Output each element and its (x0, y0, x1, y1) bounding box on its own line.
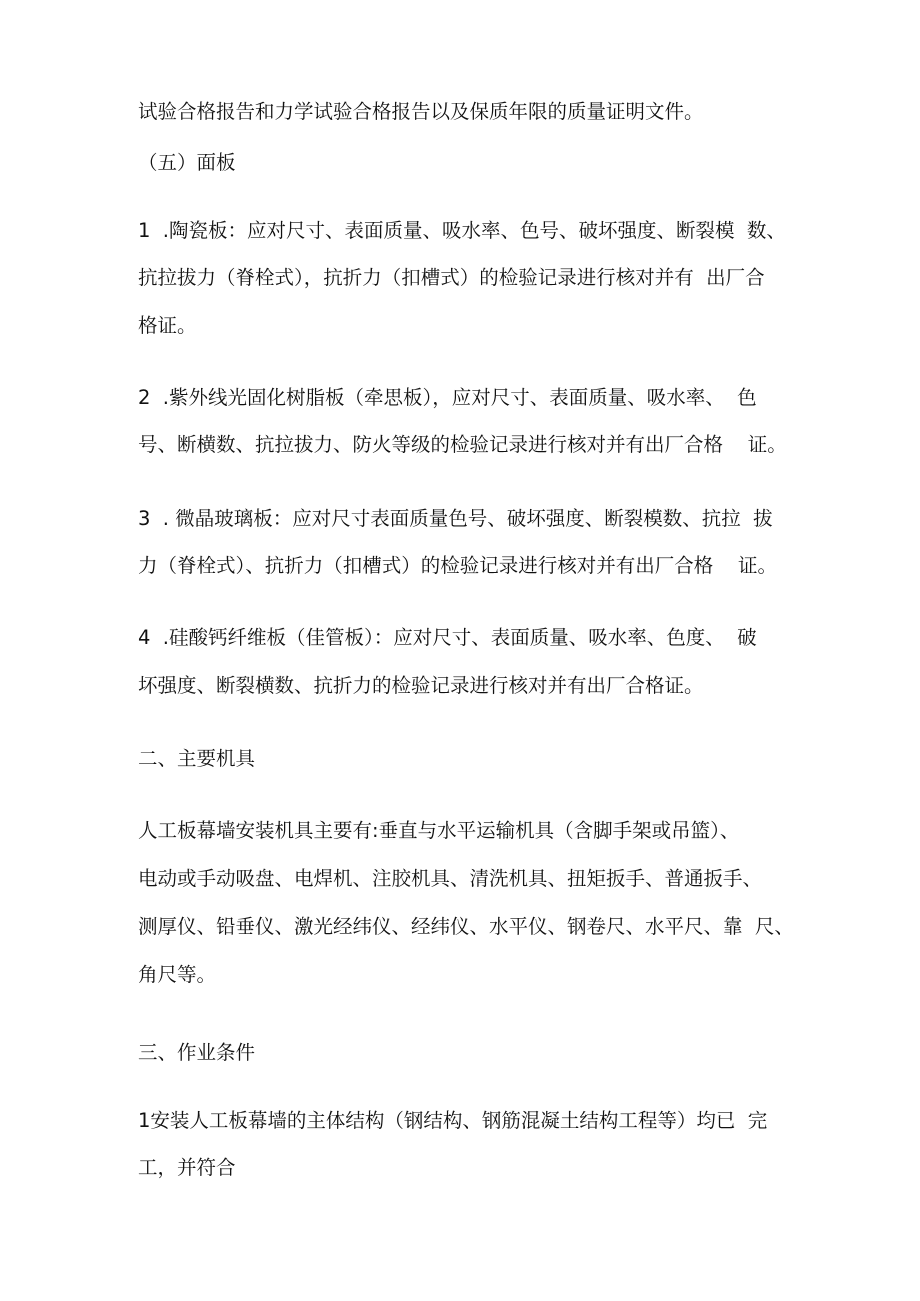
paragraph-line: 1 .陶瓷板：应对尺寸、表面质量、吸水率、色号、破坏强度、断裂模 数、 (138, 219, 786, 242)
paragraph-line: 工，并符合 (138, 1156, 236, 1179)
section-heading: （五）面板 (138, 151, 236, 174)
paragraph-line: 角尺等。 (138, 963, 217, 986)
paragraph-line: 坏强度、断裂横数、抗折力的检验记录进行核对并有出厂合格证。 (138, 674, 704, 697)
paragraph-line: 格证。 (138, 314, 197, 337)
paragraph-line: 3 . 微晶玻璃板：应对尺寸表面质量色号、破坏强度、断裂模数、抗拉 拔 (138, 507, 773, 530)
paragraph-line: 抗拉拔力（脊栓式），抗折力（扣槽式）的检验记录进行核对并有 出厂合 (138, 266, 765, 289)
paragraph-line: 电动或手动吸盘、电焊机、注胶机具、清洗机具、扭矩扳手、普通扳手、 (138, 867, 763, 890)
section-heading: 二、主要机具 (138, 747, 256, 770)
paragraph-line: 号、断横数、抗拉拔力、防火等级的检验记录进行核对并有出厂合格 证。 (138, 433, 787, 456)
paragraph-line: 1安装人工板幕墙的主体结构（钢结构、钢筋混凝土结构工程等）均已 完 (138, 1109, 768, 1132)
section-heading: 三、作业条件 (138, 1041, 256, 1064)
paragraph-line: 力（脊栓式）、抗折力（扣槽式）的检验记录进行核对并有出厂合格 证。 (138, 554, 778, 577)
paragraph-line: 人工板幕墙安装机具主要有:垂直与水平运输机具（含脚手架或吊篮）、 (138, 819, 740, 842)
paragraph-line: 试验合格报告和力学试验合格报告以及保质年限的质量证明文件。 (138, 100, 704, 123)
paragraph-line: 4 .硅酸钙纤维板（佳管板）：应对尺寸、表面质量、吸水率、色度、 破 (138, 626, 757, 649)
paragraph-line: 测厚仪、铅垂仪、激光经纬仪、经纬仪、水平仪、钢卷尺、水平尺、靠 尺、 (138, 915, 794, 938)
paragraph-line: 2 .紫外线光固化树脂板（牵思板），应对尺寸、表面质量、吸水率、 色 (138, 386, 757, 409)
